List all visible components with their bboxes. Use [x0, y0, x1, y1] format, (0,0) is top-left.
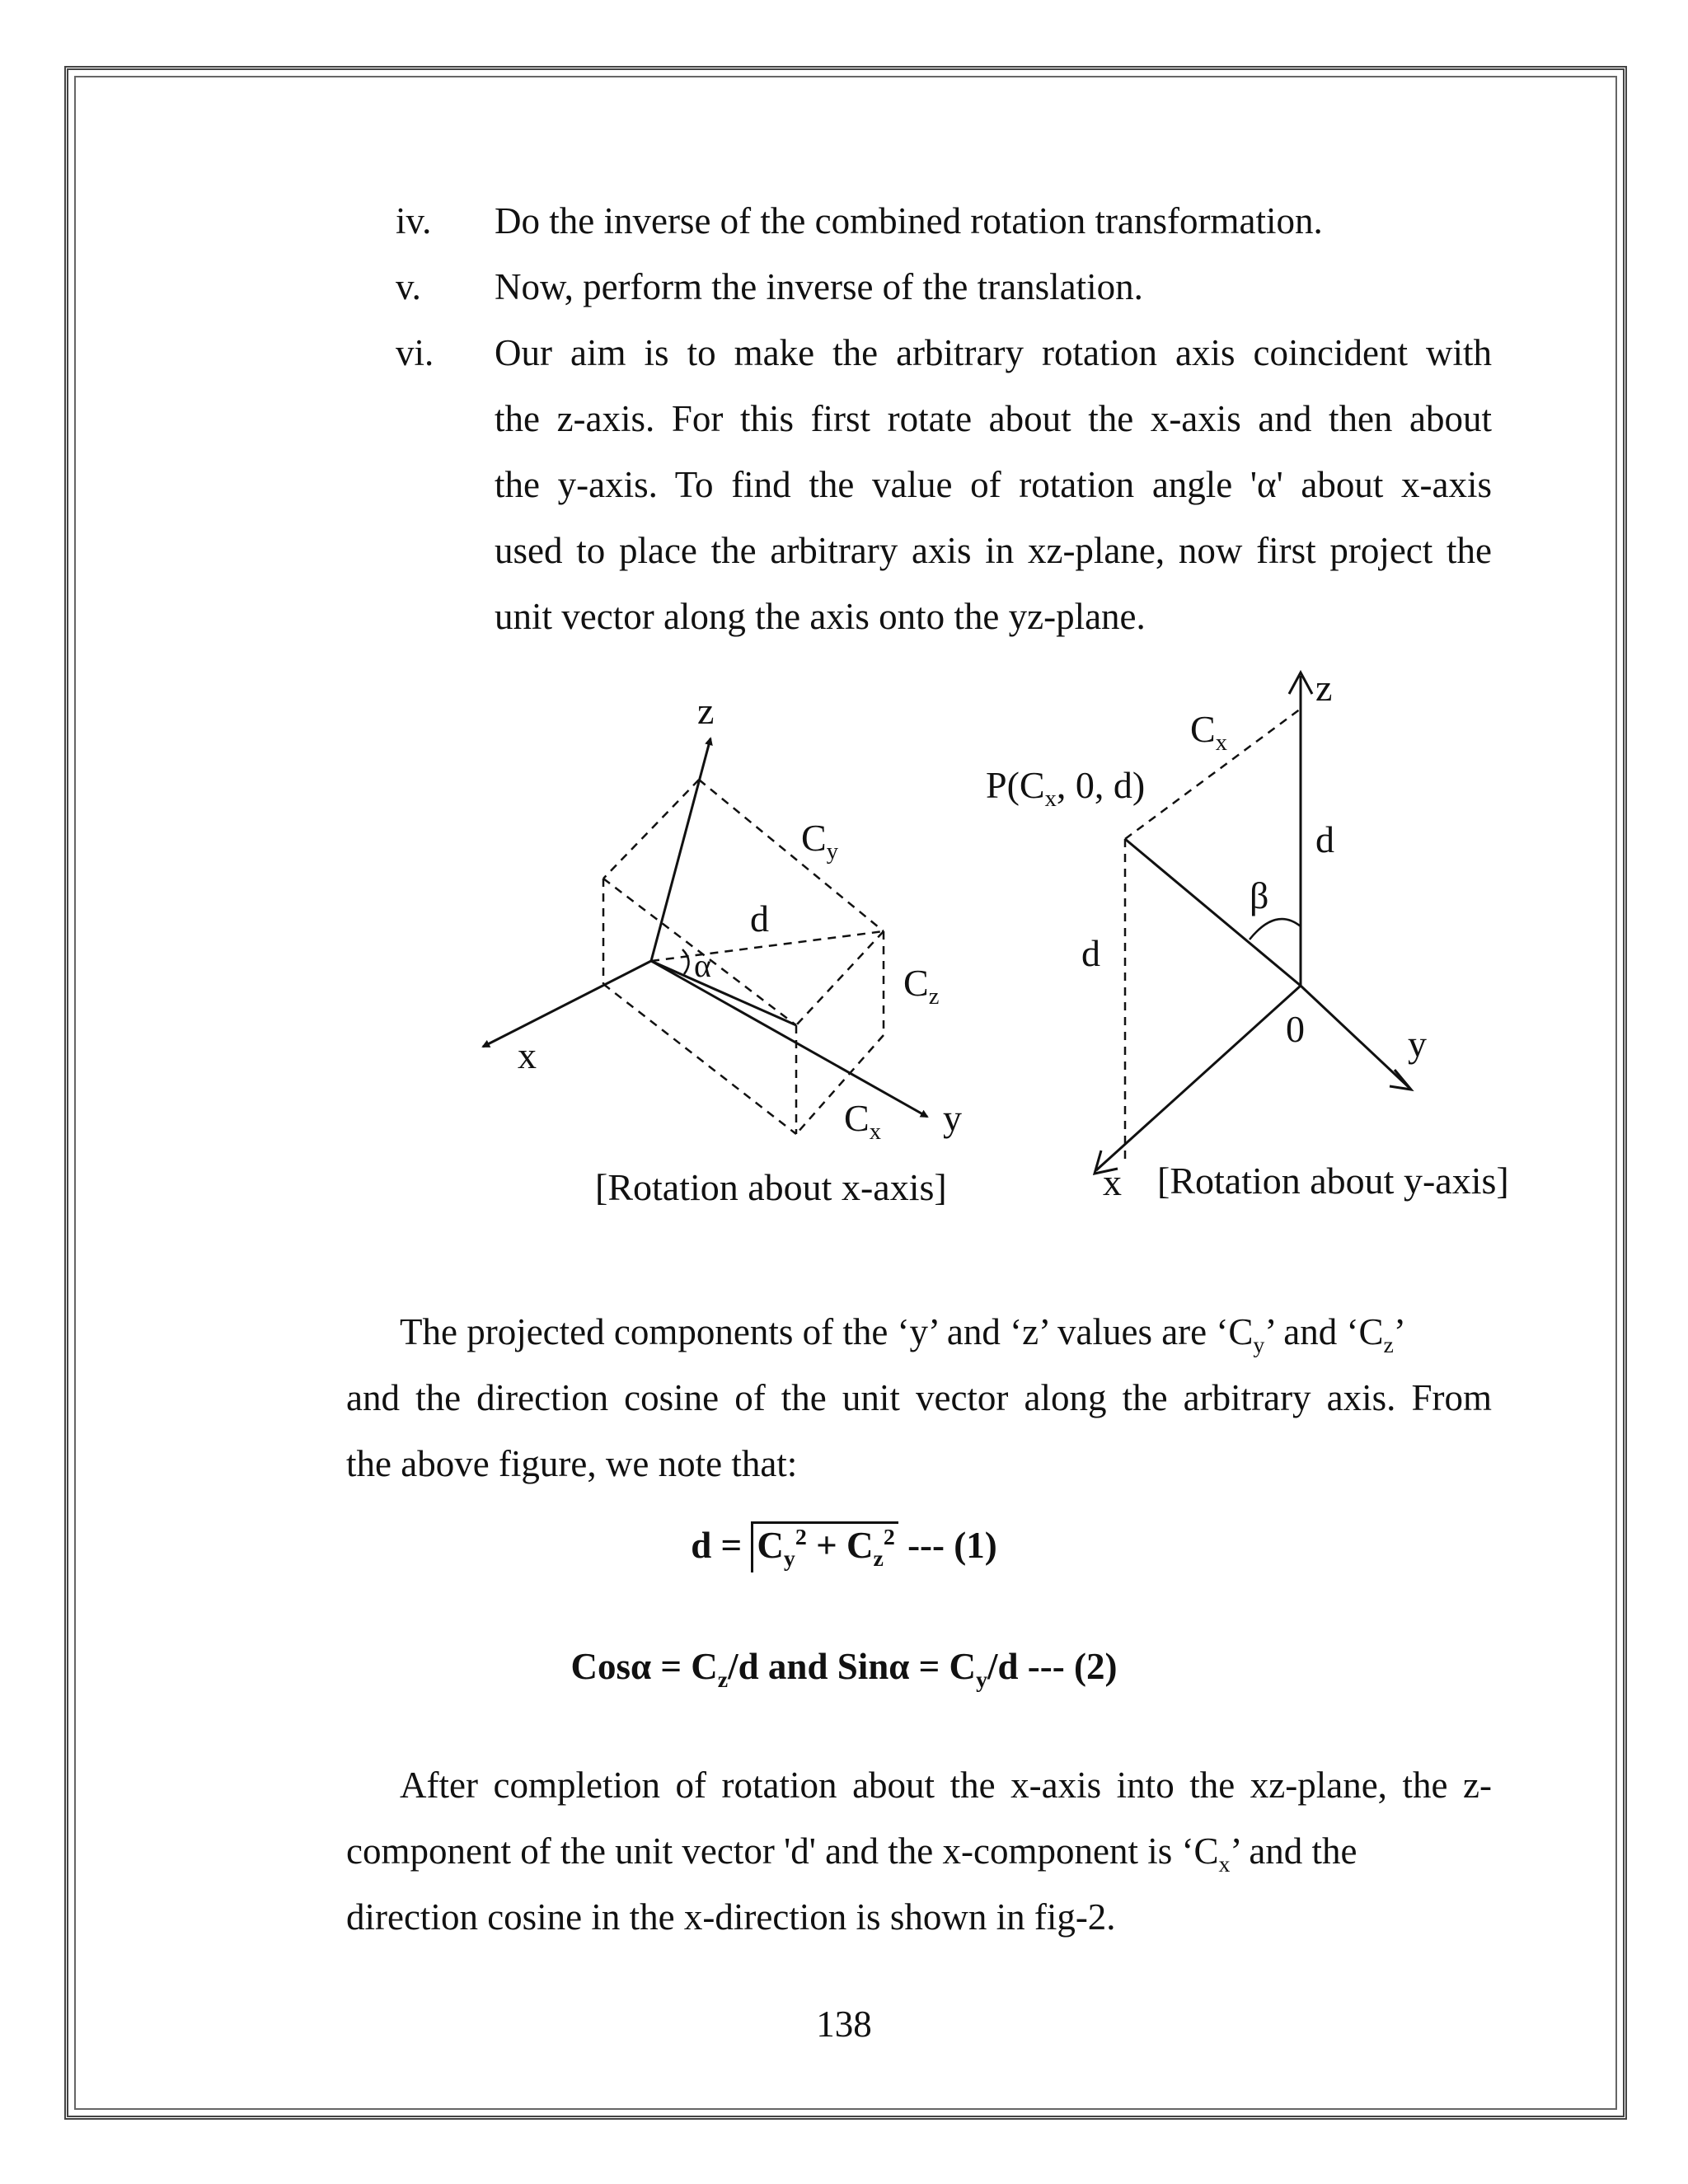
origin-label: 0: [1286, 1008, 1305, 1050]
y-label-left: y: [943, 1097, 962, 1139]
beta-label: β: [1250, 874, 1269, 916]
list-line: Our aim is to make the arbitrary rotation axis coincident with: [495, 332, 1492, 373]
list-line: the z-axis. For this first rotate about the x-axis and then about: [495, 398, 1492, 439]
z-axis-line: [651, 738, 710, 961]
x-axis-line: [483, 961, 651, 1047]
page-number: 138: [816, 2004, 872, 2045]
x-label-right: x: [1103, 1161, 1122, 1203]
list-line: used to place the arbitrary axis in xz-plane, now first project the: [495, 530, 1492, 571]
list-number: iv.: [396, 200, 432, 241]
z-label-right: z: [1315, 667, 1333, 709]
paragraph-2: [346, 1752, 1492, 1950]
y-axis-line: [651, 961, 927, 1117]
equation-1: $d = C_y^2 + C_z^2$ --- (1): [0, 1521, 1688, 1572]
caption-left: [Rotation about x-axis]: [595, 1166, 947, 1208]
list-line: the y-axis. To find the value of rotation angle 'α' about x-axis: [495, 464, 1492, 505]
cx-label-right: $C_x$: [1190, 708, 1227, 757]
paragraph-line: direction cosine in the x-direction is shown in fig-2.: [346, 1896, 1116, 1938]
paragraph-line: and the direction cosine of the unit vector along the arbitrary axis. From: [346, 1377, 1492, 1418]
alpha-arc: [682, 949, 689, 974]
list-number: vi.: [396, 332, 434, 373]
paragraph-line: the above figure, we note that:: [346, 1443, 798, 1484]
d-label-left: d: [750, 898, 769, 940]
list-number: v.: [396, 266, 421, 307]
caption-right: [Rotation about y-axis]: [1157, 1160, 1509, 1202]
alpha-label: α: [694, 947, 711, 984]
cy-label: $C_y$: [801, 817, 838, 865]
list-line: Do the inverse of the combined rotation transformation.: [495, 200, 1323, 241]
beta-arc: [1250, 919, 1301, 940]
paragraph-1: [346, 1299, 1492, 1497]
d-label-z: d: [1315, 818, 1334, 860]
x-label-left: x: [518, 1034, 537, 1076]
equation-2: $Cos\alpha = C_z/d$ and $Sin\alpha = C_y/d$ --- (2): [570, 1646, 1118, 1693]
cx-label-left: $C_x$: [844, 1097, 881, 1146]
list-line: unit vector along the axis onto the yz-plane.: [495, 596, 1146, 637]
paragraph-line: After completion of rotation about the x-axis into the xz-plane, the z-: [400, 1765, 1492, 1806]
paragraph-line: component of the unit vector 'd' and the x-component is ‘$C_x$’ and the: [346, 1830, 1357, 1877]
p-vector-line: [1125, 839, 1301, 986]
cz-label: $C_z$: [903, 962, 940, 1010]
list-line: Now, perform the inverse of the translation.: [495, 266, 1143, 307]
point-p-label: $P(C_x$, 0, d): [986, 764, 1146, 813]
x-axis-line-right: [1096, 986, 1301, 1170]
z-label-left: z: [697, 690, 715, 732]
y-axis-line-right: [1301, 986, 1409, 1088]
d-label-vertical: d: [1081, 932, 1100, 974]
paragraph-line: The projected components of the ‘y’ and ‘z’ values are ‘$C_y$’ and ‘$C_z$’: [400, 1311, 1406, 1358]
y-label-right: y: [1408, 1023, 1427, 1065]
